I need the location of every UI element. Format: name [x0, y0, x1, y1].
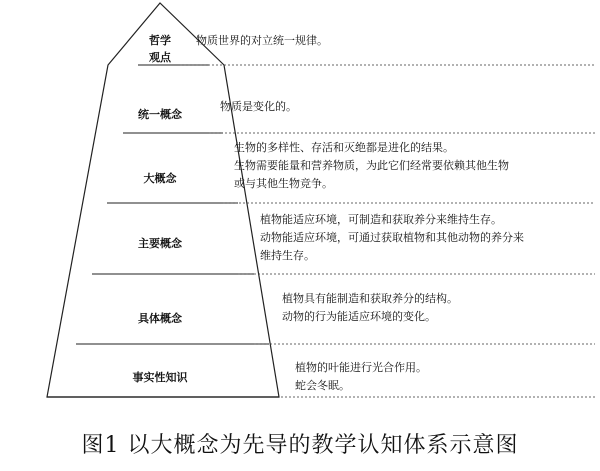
desc-line: 物质是变化的。: [220, 100, 297, 113]
desc-line: 或与其他生物竞争。: [234, 177, 333, 190]
desc-line: 蛇会冬眠。: [295, 379, 350, 392]
level-label-main-concept: 主要概念: [138, 237, 182, 250]
level-label-unifying-concept: 统一概念: [138, 108, 182, 121]
level-desc-philosophy: [196, 32, 328, 50]
level-desc-factual-knowledge: [295, 359, 427, 395]
level-label-big-idea: 大概念: [143, 172, 177, 185]
level-desc-main-concept: [260, 211, 524, 265]
level-label-factual-knowledge: 事实性知识: [132, 371, 188, 384]
desc-line: 植物能适应环境，可制造和获取养分来维持生存。: [260, 213, 502, 226]
desc-line: 生物的多样性、存活和灭绝都是进化的结果。: [234, 141, 454, 154]
desc-line: 植物具有能制造和获取养分的结构。: [282, 292, 458, 305]
desc-line: 维持生存。: [260, 249, 315, 262]
desc-line: 物质世界的对立统一规律。: [196, 34, 328, 47]
level-label-specific-concept: 具体概念: [138, 312, 182, 325]
level-label-philosophy: 哲学 观点: [149, 34, 171, 64]
level-desc-big-idea: [234, 139, 509, 193]
desc-line: 生物需要能量和营养物质，为此它们经常要依赖其他生物: [234, 159, 509, 172]
desc-line: 植物的叶能进行光合作用。: [295, 361, 427, 374]
desc-line: 动物能适应环境，可通过获取植物和其他动物的养分来: [260, 231, 524, 244]
desc-line: 动物的行为能适应环境的变化。: [282, 310, 436, 323]
level-desc-specific-concept: [282, 290, 458, 326]
level-desc-unifying-concept: [220, 98, 297, 116]
figure-caption: 图1 以大概念为先导的教学认知体系示意图: [81, 433, 519, 458]
